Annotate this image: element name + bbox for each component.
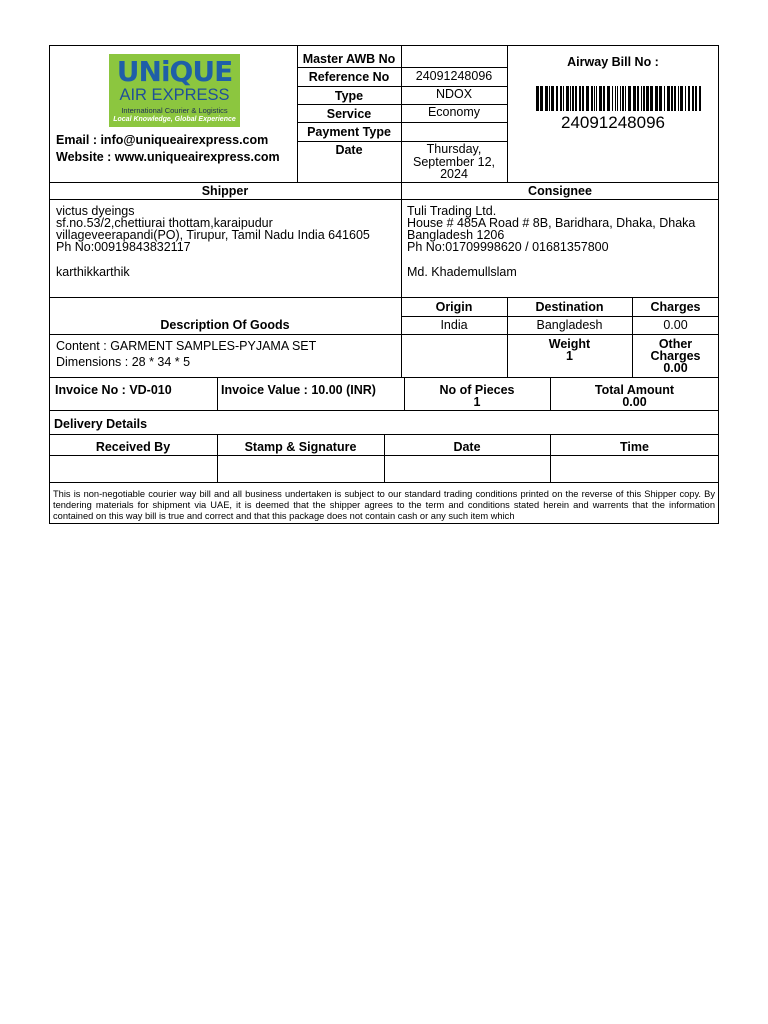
barcode-bar [545, 86, 548, 111]
airway-bill-number: 24091248096 [560, 113, 665, 132]
barcode-bar [637, 86, 639, 111]
goods-heading: Description Of Goods [160, 318, 290, 332]
goods-dimensions: Dimensions : 28 * 34 * 5 [56, 355, 191, 369]
barcode-bar [646, 86, 649, 111]
barcode-bar [536, 86, 539, 111]
divider [49, 334, 719, 335]
origin-value: India [440, 318, 468, 332]
total-amount-value: 0.00 [622, 395, 647, 409]
stamp-signature-label: Stamp & Signature [244, 440, 357, 454]
divider [297, 86, 507, 87]
date-line-3: 2024 [440, 167, 468, 181]
received-by-label: Received By [95, 440, 171, 454]
barcode-bar [620, 86, 621, 111]
barcode-bar [607, 86, 610, 111]
barcode-bar [622, 86, 624, 111]
consignee-contact: Md. Khademullslam [407, 265, 517, 279]
destination-value: Bangladesh [536, 318, 603, 332]
consignee-line: Ph No:01709998620 / 01681357800 [407, 240, 609, 254]
weight-label: Weight [548, 337, 591, 351]
type-value: NDOX [435, 87, 473, 101]
barcode-bar [575, 86, 577, 111]
barcode-bar [540, 86, 543, 111]
consignee-line: House # 485A Road # 8B, Baridhara, Dhaka, Dhaka [407, 216, 696, 230]
divider [297, 122, 507, 123]
barcode-bar [599, 86, 602, 111]
barcode-bar [594, 86, 595, 111]
shipper-contact: karthikkarthik [56, 265, 130, 279]
barcode-bar [643, 86, 645, 111]
airway-bill-label: Airway Bill No : [567, 55, 659, 69]
shipper-heading: Shipper [201, 184, 249, 198]
barcode-bar [692, 86, 694, 111]
barcode-bar [625, 86, 626, 111]
divider [297, 67, 507, 68]
goods-content: Content : GARMENT SAMPLES-PYJAMA SET [56, 339, 317, 353]
delivery-time-label: Time [620, 440, 649, 454]
barcode-bar [688, 86, 690, 111]
barcode-bar [680, 86, 683, 111]
divider [401, 316, 719, 317]
reference-label: Reference No [308, 70, 390, 84]
barcode [536, 86, 702, 111]
divider [217, 377, 218, 410]
pieces-label: No of Pieces [439, 383, 515, 397]
barcode-bar [596, 86, 597, 111]
delivery-date-label: Date [453, 440, 481, 454]
delivery-heading: Delivery Details [54, 417, 148, 431]
barcode-bar [641, 86, 642, 111]
service-label: Service [326, 107, 372, 121]
logo-brand: UNiQUE [116, 55, 233, 88]
barcode-bar [671, 86, 673, 111]
reference-value: 24091248096 [415, 69, 493, 83]
charges-label: Charges [650, 300, 701, 314]
company-website: Website : www.uniqueairexpress.com [56, 150, 280, 164]
barcode-bar [572, 86, 574, 111]
date-line-2: September 12, [413, 155, 495, 169]
barcode-bar [560, 86, 562, 111]
barcode-bar [549, 86, 550, 111]
barcode-bar [664, 86, 665, 111]
shipper-line: villageveerapandi(PO), Tirupur, Tamil Nadu India 641605 [56, 228, 370, 242]
master-awb-label: Master AWB No [302, 52, 396, 66]
barcode-bar [563, 86, 564, 111]
barcode-bar [674, 86, 676, 111]
charges-value: 0.00 [663, 318, 688, 332]
divider [49, 199, 719, 200]
other-charges-label: Other [658, 337, 693, 351]
invoice-value: Invoice Value : 10.00 (INR) [221, 383, 376, 397]
barcode-bar [685, 86, 686, 111]
consignee-line: Tuli Trading Ltd. [407, 204, 497, 218]
consignee-line: Bangladesh 1206 [407, 228, 505, 242]
barcode-bar [591, 86, 593, 111]
consignee-heading: Consignee [528, 184, 592, 198]
divider [49, 377, 719, 378]
date-line-1: Thursday, [426, 142, 482, 156]
logo-slogan: Local Knowledge, Global Experience [113, 116, 236, 123]
divider [49, 410, 719, 411]
barcode-bar [579, 86, 581, 111]
service-value: Economy [427, 105, 481, 119]
barcode-bar [551, 86, 554, 111]
shipper-line: Ph No:00919843832117 [56, 240, 191, 254]
terms-text: This is non-negotiable courier way bill and all business undertaken is subject to our standard trading conditions printed on the reverse of this Shipper copy. By tendering materials for shipment via UAE, it is deemed that the shipper agrees to the term and conditions stated herein and warrents that the information contained on this way bill is true and correct and that this package does not contain cash or any such item which [53, 489, 715, 521]
barcode-bar [603, 86, 605, 111]
barcode-bar [667, 86, 670, 111]
barcode-bar [617, 86, 618, 111]
origin-label: Origin [435, 300, 473, 314]
company-email: Email : info@uniqueairexpress.com [56, 133, 269, 147]
barcode-bar [556, 86, 558, 111]
destination-label: Destination [535, 300, 604, 314]
shipper-line: sf.no.53/2,chettiurai thottam,karaipudur [56, 216, 273, 230]
company-logo [109, 54, 240, 127]
barcode-bar [615, 86, 616, 111]
logo-tagline: International Courier & Logistics [121, 106, 228, 115]
barcode-bar [582, 86, 584, 111]
barcode-bar [570, 86, 571, 111]
shipper-line: victus dyeings [56, 204, 135, 218]
barcode-bar [655, 86, 658, 111]
weight-value: 1 [566, 349, 573, 363]
barcode-bar [659, 86, 662, 111]
type-label: Type [334, 89, 364, 103]
barcode-bar [612, 86, 613, 111]
barcode-bar [695, 86, 697, 111]
other-charges-value: 0.00 [663, 361, 688, 375]
divider [49, 482, 719, 483]
divider [49, 182, 719, 183]
logo-subtitle: AIR EXPRESS [119, 86, 230, 104]
pieces-value: 1 [473, 395, 481, 409]
barcode-bar [586, 86, 589, 111]
barcode-bar [650, 86, 653, 111]
invoice-number: Invoice No : VD-010 [55, 383, 172, 397]
payment-type-label: Payment Type [307, 125, 391, 139]
date-label: Date [335, 143, 363, 157]
barcode-bar [699, 86, 701, 111]
total-amount-label: Total Amount [594, 383, 675, 397]
barcode-bar [633, 86, 636, 111]
divider [49, 297, 719, 298]
barcode-bar [678, 86, 679, 111]
barcode-bar [566, 86, 569, 111]
other-charges-label: Charges [650, 349, 701, 363]
barcode-bar [628, 86, 631, 111]
